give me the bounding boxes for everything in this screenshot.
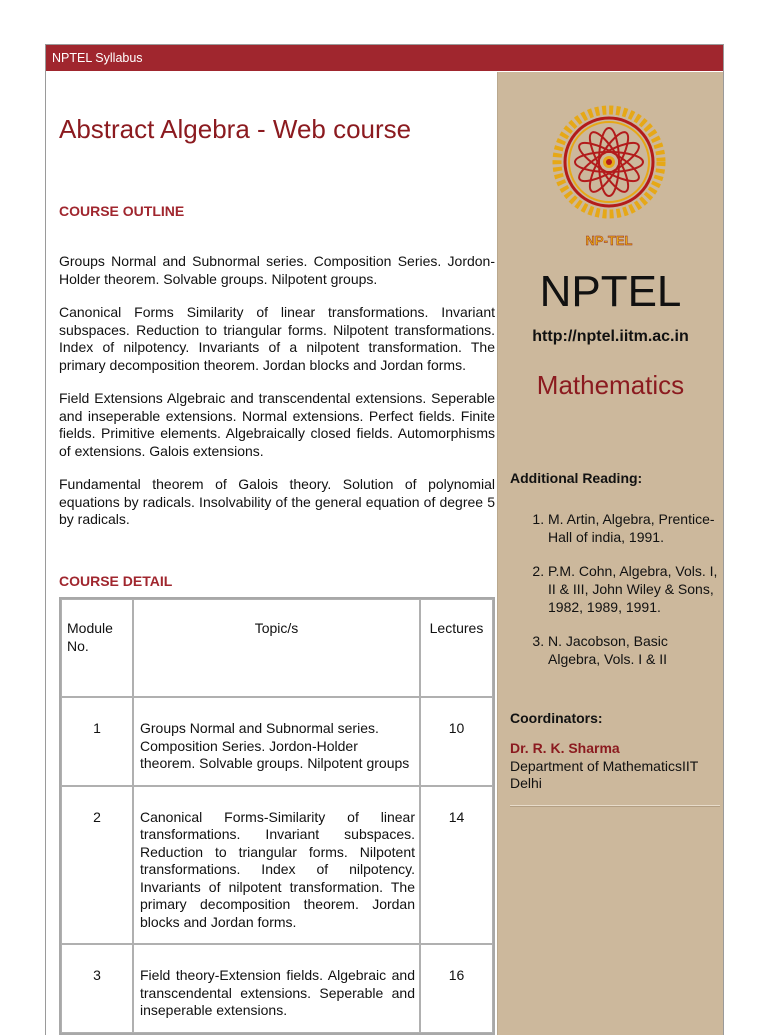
reading-list [510,510,722,684]
module-lectures: 10 [420,697,493,786]
table-row [61,697,493,786]
coordinators-heading: Coordinators: [510,710,603,726]
course-outline-heading: COURSE OUTLINE [59,203,185,219]
column-header-topic: Topic/s [133,599,420,697]
org-name: NPTEL [539,267,682,316]
outline-paragraph: Canonical Forms Similarity of linear transformations. Invariant subspaces. Reduction to triangular forms. Nilpotent transformations. Index of nilpotency. Invariants of a nilpotent transformation. The primary decomposition theorem. Jordan blocks and Jordan forms. [59,304,495,373]
coordinator-department: Department of MathematicsIIT Delhi [510,758,699,791]
module-topic: Groups Normal and Subnormal series. Composition Series. Jordon-Holder theorem. Solvable groups. Nilpotent groups [133,697,420,786]
module-lectures: 16 [420,944,493,1033]
logo-text: NP-TEL [585,233,633,248]
outline-paragraph: Groups Normal and Subnormal series. Composition Series. Jordon-Holder theorem. Solvable groups. Nilpotent groups. [59,253,495,287]
module-lectures: 14 [420,786,493,945]
syllabus-page [45,44,724,1035]
module-number: 2 [61,786,133,945]
sidebar [497,72,723,1035]
outline-paragraph: Fundamental theorem of Galois theory. Solution of polynomial equations by radicals. Insolvability of the general equation of degree 5 by radicals. [59,476,495,527]
course-detail-table [59,597,495,1035]
table-header-row [61,599,493,697]
course-title: Abstract Algebra - Web course [59,114,412,144]
website-link[interactable]: http://nptel.iitm.ac.in [532,328,689,345]
additional-reading-heading: Additional Reading: [510,470,643,486]
nptel-logo [544,100,674,260]
reading-item: 2. P.M. Cohn, Algebra, Vols. I, II & III, John Wiley & Sons, 1982, 1989, 1991. [548,562,722,616]
coordinator-name: Dr. R. K. Sharma [510,740,620,756]
module-number: 1 [61,697,133,786]
main-content [46,72,497,1035]
course-outline [59,253,495,545]
module-number: 3 [61,944,133,1033]
reading-item: 1. M. Artin, Algebra, Prentice-Hall of india, 1991. [548,510,722,546]
outline-paragraph: Field Extensions Algebraic and transcendental extensions. Seperable and inseperable extensions. Normal extensions. Perfect fields. Finite fields. Primitive elements. Algebraically closed fields. Automorphisms of extensions. Galois extensions. [59,390,495,459]
table-row [61,944,493,1033]
module-topic: Canonical Forms-Similarity of linear transformations. Invariant subspaces. Reduction to triangular forms. Nilpotent transformations. Index of nilpotency. Invariants of nilpotent transformation. The primary decomposition theorem. Jordan blocks and Jordan forms. [133,786,420,945]
table-row [61,786,493,945]
logo-ring [557,110,661,214]
course-detail-heading: COURSE DETAIL [59,573,173,589]
discipline-name: Mathematics [536,370,685,400]
column-header-lectures: Lectures [420,599,493,697]
column-header-module: Module No. [61,599,133,697]
header-bar [46,45,723,71]
module-topic: Field theory-Extension fields. Algebraic and transcendental extensions. Seperable and inseperable extensions. [133,944,420,1033]
sidebar-divider [510,805,720,807]
reading-item: 3. N. Jacobson, Basic Algebra, Vols. I & II [548,632,722,668]
header-label: NPTEL Syllabus [52,51,143,65]
